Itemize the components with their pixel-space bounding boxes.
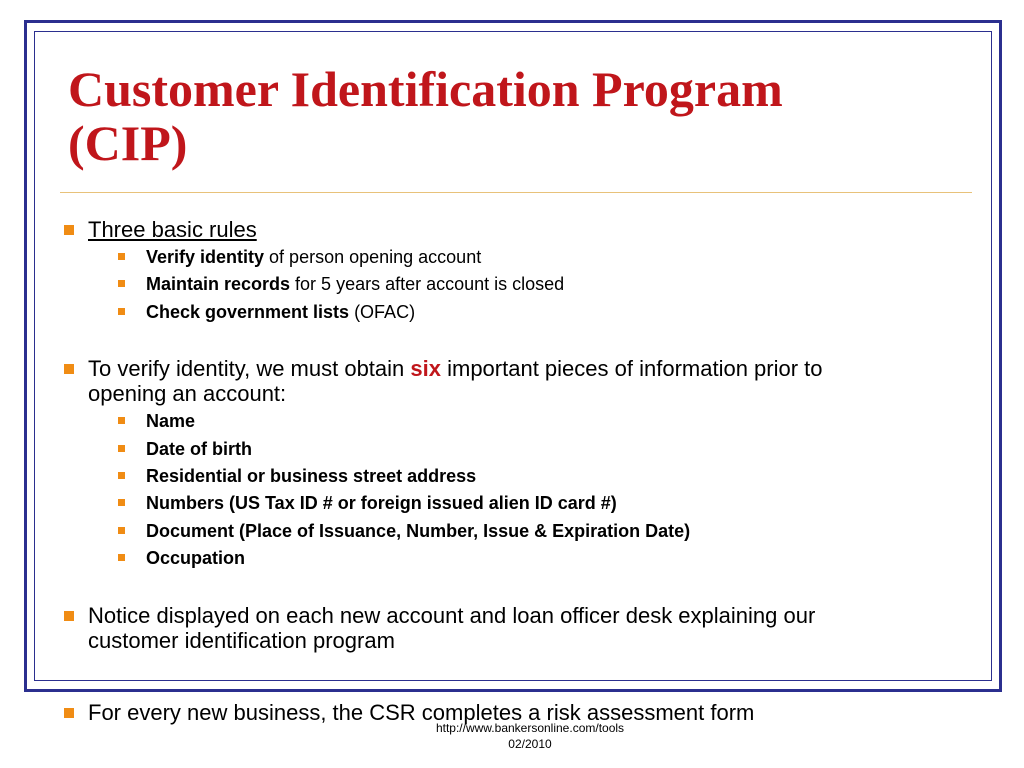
sub-bullet-bold: Maintain records [146, 274, 291, 294]
bullet-text-before: To verify identity, we must obtain [88, 356, 411, 381]
sub-bullet-text: of person opening account [264, 247, 482, 267]
sub-bullet-text: (OFAC) [349, 302, 416, 322]
sub-bullet-text: Occupation [146, 548, 246, 568]
bullet-three-basic-rules [62, 217, 962, 242]
bullet-verify-identity-info [62, 356, 962, 406]
bullet-square-icon [118, 417, 125, 424]
title-divider [60, 192, 972, 193]
bullet-text-line-1: Notice displayed on each new account and loan officer desk explaining our [88, 603, 816, 628]
title-line-2: (CIP) [68, 115, 188, 171]
bullet-text-after: important pieces of information prior to [441, 356, 823, 381]
sub-bullet-verify-identity [118, 246, 968, 268]
sub-bullet-bold: Verify identity [146, 247, 265, 267]
bullet-emphasis: six [410, 356, 441, 381]
sub-bullet-check-lists [118, 301, 968, 323]
sub-bullet-dob [118, 438, 968, 460]
footer-date: 02/2010 [508, 737, 552, 751]
footer-source-url: http://www.bankersonline.com/tools [435, 721, 625, 735]
bullet-square-icon [64, 364, 74, 374]
sub-bullet-maintain-records [118, 273, 968, 295]
bullet-square-icon [118, 280, 125, 287]
bullet-text-line-2: opening an account: [88, 381, 287, 406]
sub-bullet-text: Name [146, 411, 196, 431]
bullet-notice-displayed [62, 603, 962, 653]
bullet-square-icon [64, 225, 74, 235]
bullet-square-icon [118, 554, 125, 561]
bullet-text: For every new business, the CSR completes a risk assessment form [88, 700, 755, 725]
title-line-1: Customer Identification Program [68, 61, 783, 117]
bullet-square-icon [118, 499, 125, 506]
sub-bullet-text: for 5 years after account is closed [290, 274, 565, 294]
bullet-square-icon [64, 708, 74, 718]
sub-bullet-address [118, 465, 968, 487]
sub-bullet-text: Numbers (US Tax ID # or foreign issued alien ID card #) [146, 493, 617, 513]
slide-title [68, 62, 968, 170]
sub-bullet-numbers [118, 492, 968, 514]
bullet-text-line-2: customer identification program [88, 628, 395, 653]
bullet-text: Three basic rules [88, 217, 257, 242]
sub-bullet-text: Document (Place of Issuance, Number, Issue & Expiration Date) [146, 521, 691, 541]
sub-bullet-occupation [118, 547, 968, 569]
bullet-square-icon [118, 527, 125, 534]
bullet-square-icon [118, 253, 125, 260]
bullet-square-icon [64, 611, 74, 621]
sub-bullet-text: Date of birth [146, 439, 252, 459]
bullet-square-icon [118, 308, 125, 315]
bullet-square-icon [118, 472, 125, 479]
sub-bullet-name [118, 410, 968, 432]
sub-bullet-bold: Check government lists [146, 302, 350, 322]
bullet-square-icon [118, 445, 125, 452]
sub-bullet-text: Residential or business street address [146, 466, 477, 486]
sub-bullet-document [118, 520, 968, 542]
